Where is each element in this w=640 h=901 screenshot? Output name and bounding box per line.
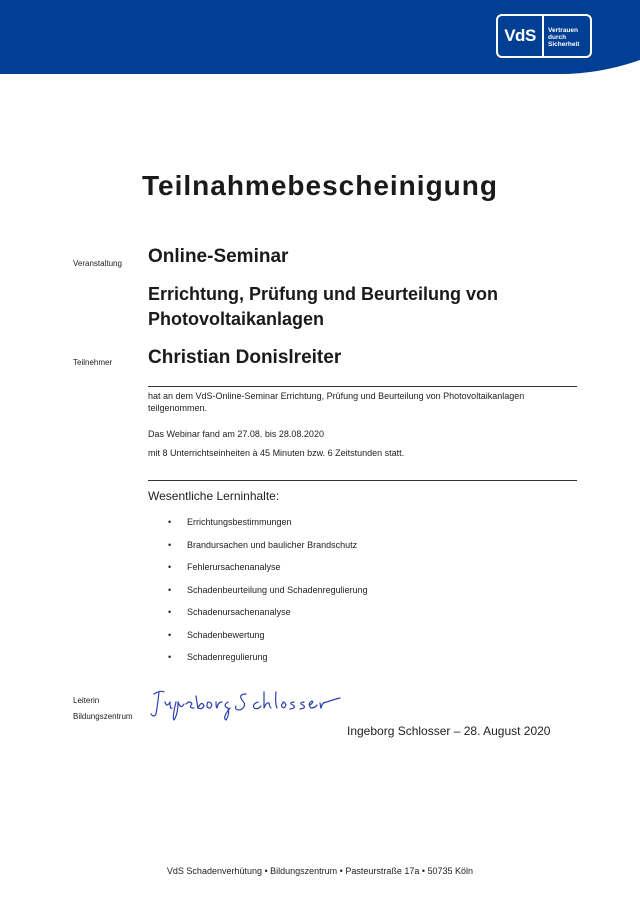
participant-label: Teilnehmer [73,358,113,367]
divider [148,386,577,387]
header-band [0,0,640,74]
bullet-icon: • [168,584,172,595]
certificate-title: Teilnahmebescheinigung [142,170,498,201]
event-label: Veranstaltung [73,259,122,268]
bullet-icon: • [168,607,172,617]
logo-tagline: Vertrauen durch Sicherheit [548,27,580,48]
divider [148,480,577,481]
list-item: • Brandursachen und baulicher Brandschutz [168,539,358,550]
handwritten-signature [148,686,348,722]
participant-name: Christian Donislreiter [148,347,342,368]
list-item: • Schadenursachenanalyse [168,607,291,617]
bullet-icon: • [168,517,172,527]
event-type: Online-Seminar [148,246,289,267]
bullet-icon: • [168,652,172,662]
signer-org-label: Bildungszentrum [73,712,133,721]
signer-role-label: Leiterin [73,696,100,705]
dates-text: Das Webinar fand am 27.08. bis 28.08.2020 [148,429,324,439]
attendance-text: hat an dem VdS-Online-Seminar Errichtung, Prüfung und Beurteilung von Photovoltaikanlagen teilgenommen. [148,391,525,413]
bullet-icon: • [168,629,172,640]
list-item: • Schadenbewertung [168,629,265,640]
duration-text: mit 8 Unterrichtseinheiten à 45 Minuten bzw. 6 Zeitstunden statt. [148,448,405,458]
content-heading: Wesentliche Lerninhalte: [148,489,280,503]
vds-logo [496,14,592,58]
list-item: • Schadenregulierung [168,652,268,662]
event-title: Errichtung, Prüfung und Beurteilung von Photovoltaikanlagen [148,284,498,329]
bullet-icon: • [168,539,172,550]
list-item: • Fehlerursachenanalyse [168,562,281,572]
bullet-icon: • [168,562,172,572]
footer-address: VdS Schadenverhütung • Bildungszentrum • Pasteurstraße 17a • 50735 Köln [166,866,474,876]
topic-list [168,517,368,675]
logo-mark: VdS [498,16,544,56]
list-item: • Errichtungsbestimmungen [168,517,292,527]
signer-name-date: Ingeborg Schlosser – 28. August 2020 [347,724,551,738]
list-item: • Schadenbeurteilung und Schadenregulierung [168,584,368,595]
